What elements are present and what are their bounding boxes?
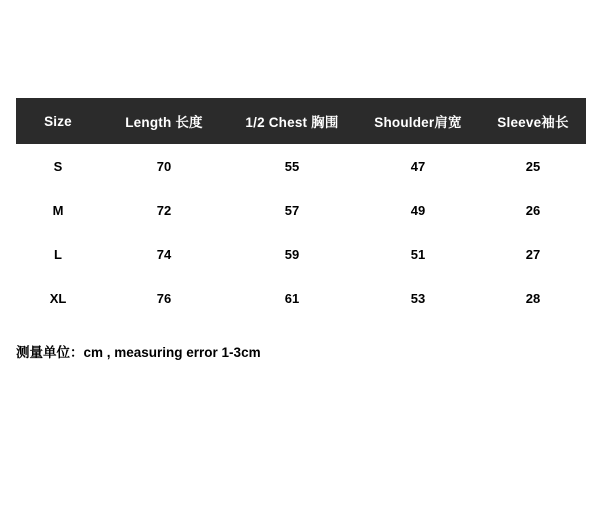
cell-half-chest: 59 xyxy=(228,232,356,276)
cell-shoulder: 51 xyxy=(356,232,480,276)
column-header-shoulder: Shoulder肩宽 xyxy=(374,115,462,130)
cell-sleeve: 26 xyxy=(480,188,586,232)
cell-size: M xyxy=(16,188,100,232)
table-row xyxy=(16,276,586,320)
cell-length: 72 xyxy=(100,188,228,232)
column-header-size: Size xyxy=(44,113,72,129)
cell-length: 76 xyxy=(100,276,228,320)
cell-half-chest: 55 xyxy=(228,144,356,188)
cell-half-chest: 61 xyxy=(228,276,356,320)
cell-size: XL xyxy=(16,276,100,320)
cell-sleeve: 25 xyxy=(480,144,586,188)
size-table xyxy=(16,98,586,320)
cell-length: 70 xyxy=(100,144,228,188)
table-header xyxy=(16,98,586,144)
size-chart-container xyxy=(16,98,586,320)
table-row xyxy=(16,232,586,276)
column-header-half-chest: 1/2 Chest 胸围 xyxy=(245,115,339,130)
cell-shoulder: 49 xyxy=(356,188,480,232)
cell-length: 74 xyxy=(100,232,228,276)
column-header-length: Length 长度 xyxy=(125,115,203,130)
cell-shoulder: 53 xyxy=(356,276,480,320)
table-header-row xyxy=(16,98,586,144)
table-body xyxy=(16,144,586,320)
cell-sleeve: 27 xyxy=(480,232,586,276)
cell-half-chest: 57 xyxy=(228,188,356,232)
cell-size: S xyxy=(16,144,100,188)
measurement-note: 测量单位：cm , measuring error 1-3cm xyxy=(16,345,261,360)
column-header-sleeve: Sleeve袖长 xyxy=(497,115,569,130)
table-row xyxy=(16,144,586,188)
cell-sleeve: 28 xyxy=(480,276,586,320)
cell-size: L xyxy=(16,232,100,276)
table-row xyxy=(16,188,586,232)
cell-shoulder: 47 xyxy=(356,144,480,188)
